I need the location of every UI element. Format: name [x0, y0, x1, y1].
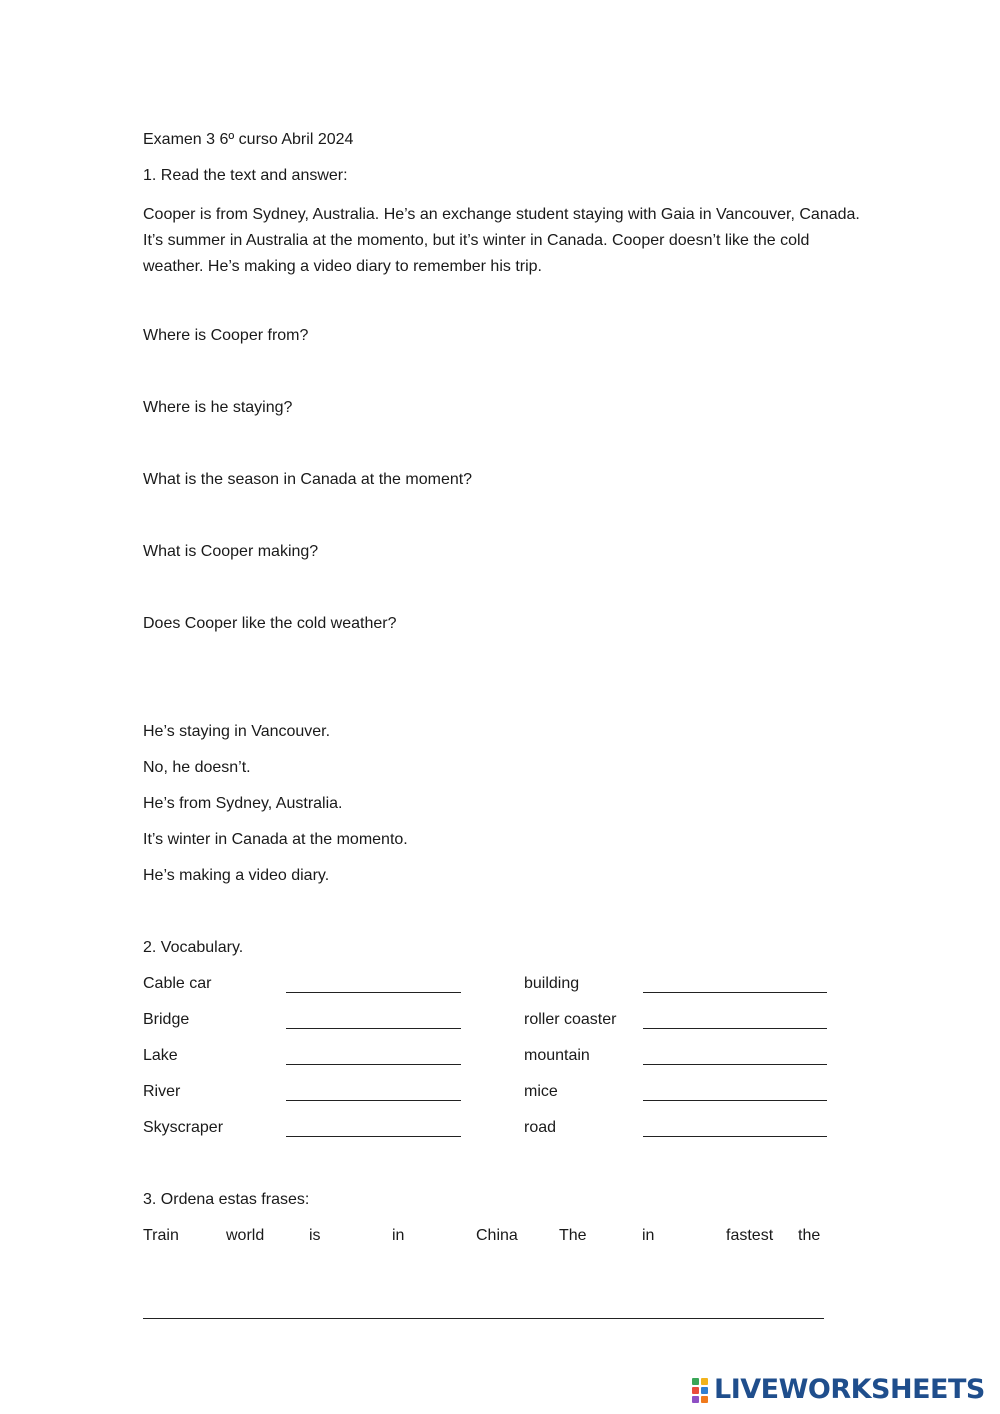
scrambled-word[interactable]: Train — [143, 1227, 179, 1244]
answer-option-4[interactable]: It’s winter in Canada at the momento. — [143, 831, 408, 848]
answer-option-2[interactable]: No, he doesn’t. — [143, 759, 251, 776]
question-2: Where is he staying? — [143, 399, 293, 416]
vocab-word-right: mice — [524, 1083, 558, 1100]
scrambled-word[interactable]: fastest — [726, 1227, 774, 1244]
vocab-word-right: building — [524, 975, 580, 992]
vocab-answer-blank[interactable] — [643, 1136, 827, 1137]
vocab-word-right: mountain — [524, 1047, 590, 1064]
answer-option-1[interactable]: He’s staying in Vancouver. — [143, 723, 331, 740]
vocab-answer-blank[interactable] — [286, 992, 461, 993]
answer-option-5[interactable]: He’s making a video diary. — [143, 867, 330, 884]
logo-squares-icon — [692, 1378, 712, 1404]
scrambled-word[interactable]: in — [392, 1227, 405, 1244]
question-4: What is Cooper making? — [143, 543, 319, 560]
passage-line: It’s summer in Australia at the momento, but it’s winter in Canada. Cooper doesn’t like the cold — [143, 232, 810, 249]
scrambled-word[interactable]: China — [476, 1227, 518, 1244]
question-5: Does Cooper like the cold weather? — [143, 615, 397, 632]
vocab-answer-blank[interactable] — [643, 1028, 827, 1029]
vocab-answer-blank[interactable] — [286, 1028, 461, 1029]
passage-line: weather. He’s making a video diary to remember his trip. — [143, 258, 542, 275]
vocab-answer-blank[interactable] — [643, 992, 827, 993]
vocab-word-left: Cable car — [143, 975, 212, 992]
question-1: Where is Cooper from? — [143, 327, 309, 344]
vocab-word-left: Lake — [143, 1047, 178, 1064]
vocab-answer-blank[interactable] — [643, 1100, 827, 1101]
vocab-word-right: road — [524, 1119, 557, 1136]
vocab-answer-blank[interactable] — [286, 1100, 461, 1101]
brand-name: LIVEWORKSHEETS — [714, 1374, 985, 1405]
vocab-word-left: Bridge — [143, 1011, 190, 1028]
sentence-answer-line[interactable] — [143, 1318, 824, 1319]
vocab-answer-blank[interactable] — [643, 1064, 827, 1065]
section1-heading: 1. Read the text and answer: — [143, 167, 348, 184]
vocab-word-right: roller coaster — [524, 1011, 617, 1028]
passage-line: Cooper is from Sydney, Australia. He’s an exchange student staying with Gaia in Vancouver, Canada. — [143, 206, 860, 223]
scrambled-word[interactable]: the — [798, 1227, 821, 1244]
vocab-answer-blank[interactable] — [286, 1064, 461, 1065]
question-3: What is the season in Canada at the moment? — [143, 471, 473, 488]
vocab-answer-blank[interactable] — [286, 1136, 461, 1137]
exam-title: Examen 3 6º curso Abril 2024 — [143, 131, 354, 148]
scrambled-word[interactable]: The — [559, 1227, 587, 1244]
scrambled-word[interactable]: in — [642, 1227, 655, 1244]
answer-option-3[interactable]: He’s from Sydney, Australia. — [143, 795, 343, 812]
scrambled-word[interactable]: is — [309, 1227, 321, 1244]
vocab-word-left: River — [143, 1083, 181, 1100]
reading-passage — [143, 202, 913, 280]
scrambled-word[interactable]: world — [226, 1227, 265, 1244]
liveworksheets-logo — [692, 1376, 992, 1404]
section3-heading: 3. Ordena estas frases: — [143, 1191, 310, 1208]
vocab-word-left: Skyscraper — [143, 1119, 224, 1136]
section2-heading: 2. Vocabulary. — [143, 939, 244, 956]
